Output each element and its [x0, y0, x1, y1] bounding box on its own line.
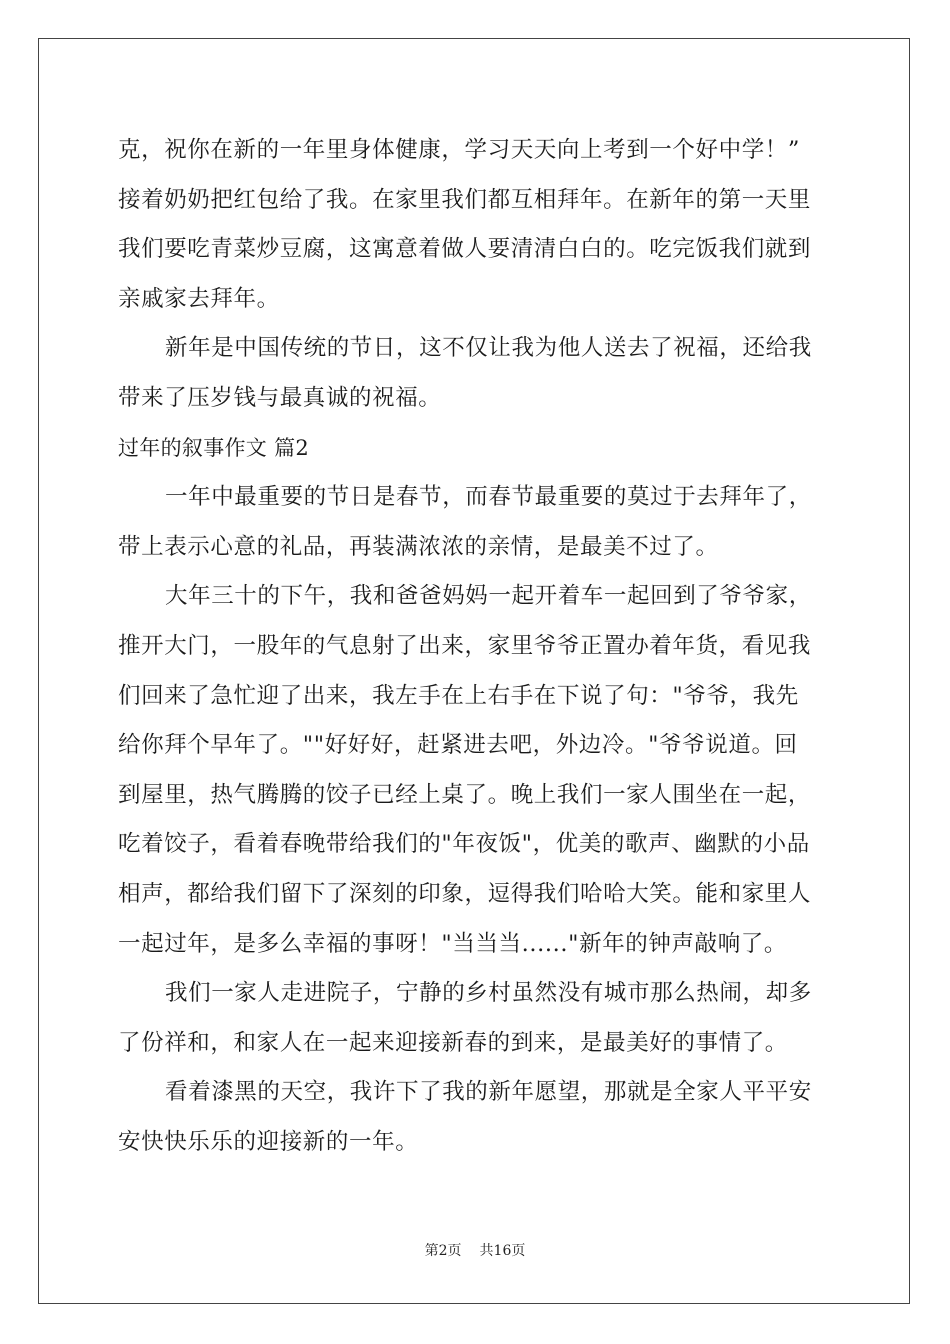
page-footer: [0, 1240, 950, 1260]
document-body: [118, 126, 832, 1167]
text-line: 带上表示心意的礼品，再装满浓浓的亲情，是最美不过了。: [118, 533, 719, 560]
text-line: 到屋里，热气腾腾的饺子已经上桌了。晚上我们一家人围坐在一起，: [118, 781, 812, 808]
text-line: 我们要吃青菜炒豆腐，这寓意着做人要清清白白的。吃完饭我们就到: [118, 236, 812, 263]
text-line: 安快快乐乐的迎接新的一年。: [118, 1128, 419, 1155]
text-line: 带来了压岁钱与最真诚的祝福。: [118, 384, 442, 411]
text-line: 大年三十的下午，我和爸爸妈妈一起开着车一起回到了爷爷家，: [165, 583, 812, 610]
text-line: 吃着饺子，看着春晚带给我们的"年夜饭"，优美的歌声、幽默的小品: [118, 831, 810, 858]
text-line: 推开大门，一股年的气息射了出来，家里爷爷正置办着年货，看见我: [118, 632, 812, 659]
text-line: 一起过年，是多么幸福的事呀！"当当当......"新年的钟声敲响了。: [118, 930, 788, 957]
text-line: 接着奶奶把红包给了我。在家里我们都互相拜年。在新年的第一天里: [118, 186, 812, 213]
page-total: 共16页: [479, 1243, 526, 1259]
text-line: 看着漆黑的天空，我许下了我的新年愿望，那就是全家人平平安: [165, 1079, 812, 1106]
text-line: 一年中最重要的节日是春节，而春节最重要的莫过于去拜年了，: [165, 484, 812, 511]
text-line: 们回来了急忙迎了出来，我左手在上右手在下说了句："爷爷，我先: [118, 682, 799, 709]
text-line: 克，祝你在新的一年里身体健康，学习天天向上考到一个好中学！”: [118, 137, 801, 163]
page-number: 第2页: [424, 1243, 462, 1259]
text-line: 我们一家人走进院子，宁静的乡村虽然没有城市那么热闹，却多: [165, 980, 812, 1007]
text-line: 亲戚家去拜年。: [118, 285, 280, 312]
text-line: 给你拜个早年了。""好好好，赶紧进去吧，外边冷。"爷爷说道。回: [118, 732, 798, 759]
text-line: 了份祥和，和家人在一起来迎接新春的到来，是最美好的事情了。: [118, 1029, 788, 1056]
text-line: 新年是中国传统的节日，这不仅让我为他人送去了祝福，还给我: [165, 335, 812, 362]
section-heading: 过年的叙事作文 篇2: [118, 435, 310, 460]
text-line: 相声，都给我们留下了深刻的印象，逗得我们哈哈大笑。能和家里人: [118, 880, 812, 907]
